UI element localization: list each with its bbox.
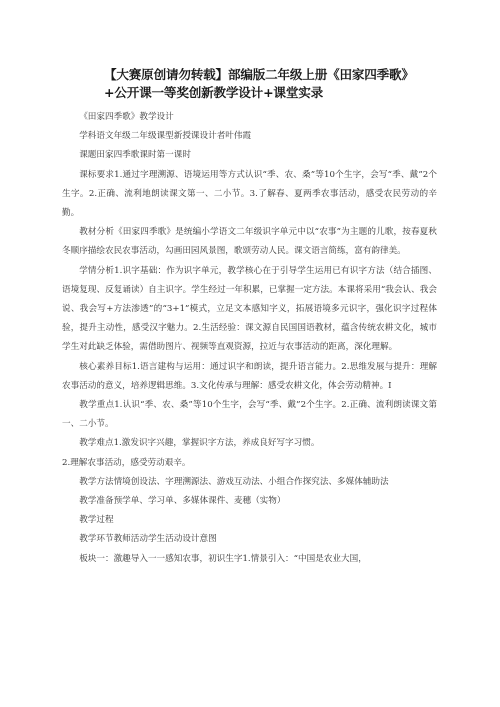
- paragraph: 教学难点1.激发识字兴趣，掌握识字方法，养成良好写字习惯。: [79, 438, 320, 449]
- paragraph: 核心素养目标1.语言建构与运用：通过识字和朗读，提升语言能力。2.思维发展与提升：理解农事活动的意义，培养逻辑思维。3.文化传承与理解：感受农耕文化，体会劳动精神。I: [62, 361, 437, 391]
- paragraph: 教材分析《田家四季歌》是统编小学语文二年级识字单元中以“农事”为主题的儿歌，按春夏秋冬顺序描绘农民农事活动，勾画田园风景图，歌颂劳动人民。课文语言简练，富有韵律美。: [62, 227, 437, 257]
- paragraph: 教学准备预学单、学习单、多媒体课件、麦穗（实物）: [79, 496, 286, 507]
- paragraph: 教学过程: [79, 515, 114, 526]
- paragraph: 教学环节教师活动学生活动设计意图: [79, 534, 217, 545]
- paragraph: 2.理解农事活动，感受劳动艰辛。: [62, 457, 191, 468]
- paragraph: 《田家四季歌》教学设计: [79, 112, 174, 122]
- paragraph: 教学重点1.认识“季、农、桑”等10个生字，会写“季、戴”2个生字。2.正确、流利朗读课文第一、二小节。: [62, 400, 437, 430]
- paragraph: 课题田家四季歌课时第一课时: [79, 150, 191, 161]
- document-title: [62, 66, 437, 102]
- paragraph: 板块一：激趣导入一一感知农事，初识生字1.情景引入：“中国是农业大国，: [79, 553, 367, 564]
- document-body: [62, 108, 437, 569]
- paragraph: 教学方法情境创设法、字理溯源法、游戏互动法、小组合作探究法、多媒体辅助法: [79, 476, 389, 487]
- paragraph: 课标要求1.通过字理溯源、语境运用等方式认识“季、农、桑”等10个生字，会写“季、戴”2个生字。2.正确、流利地朗读课文第一、二小节。3.了解春、夏两季农事活动，感受农民劳动的辛勤。: [62, 169, 437, 219]
- paragraph: 学科语文年级二年级课型新授课设计者叶伟霞: [79, 131, 252, 142]
- title-line-2: +公开课一等奖创新教学设计+课堂实录: [104, 85, 324, 100]
- title-line-1: 【大赛原创请勿转载】部编版二年级上册《田家四季歌》: [104, 67, 414, 82]
- paragraph: 学情分析1.识字基础：作为识字单元，教学核心在于引导学生运用已有识字方法（结合插图、语境复现、反复诵读）自主识字。学生经过一年积累，已掌握一定方法。本课将采用“我会认、我会说、我会写+方法渗透”的“3+1”模式，立足文本感知字义，拓展语境多元识字，强化识字过程体验，提升主动性，感受汉字魅力。2.生活经验：课文源自民国国语教材，蕴含传统农耕文化，城市学生对此缺乏体验，需借助图片、视频等直观资源，拉近与农事活动的距离，深化理解。: [62, 265, 437, 353]
